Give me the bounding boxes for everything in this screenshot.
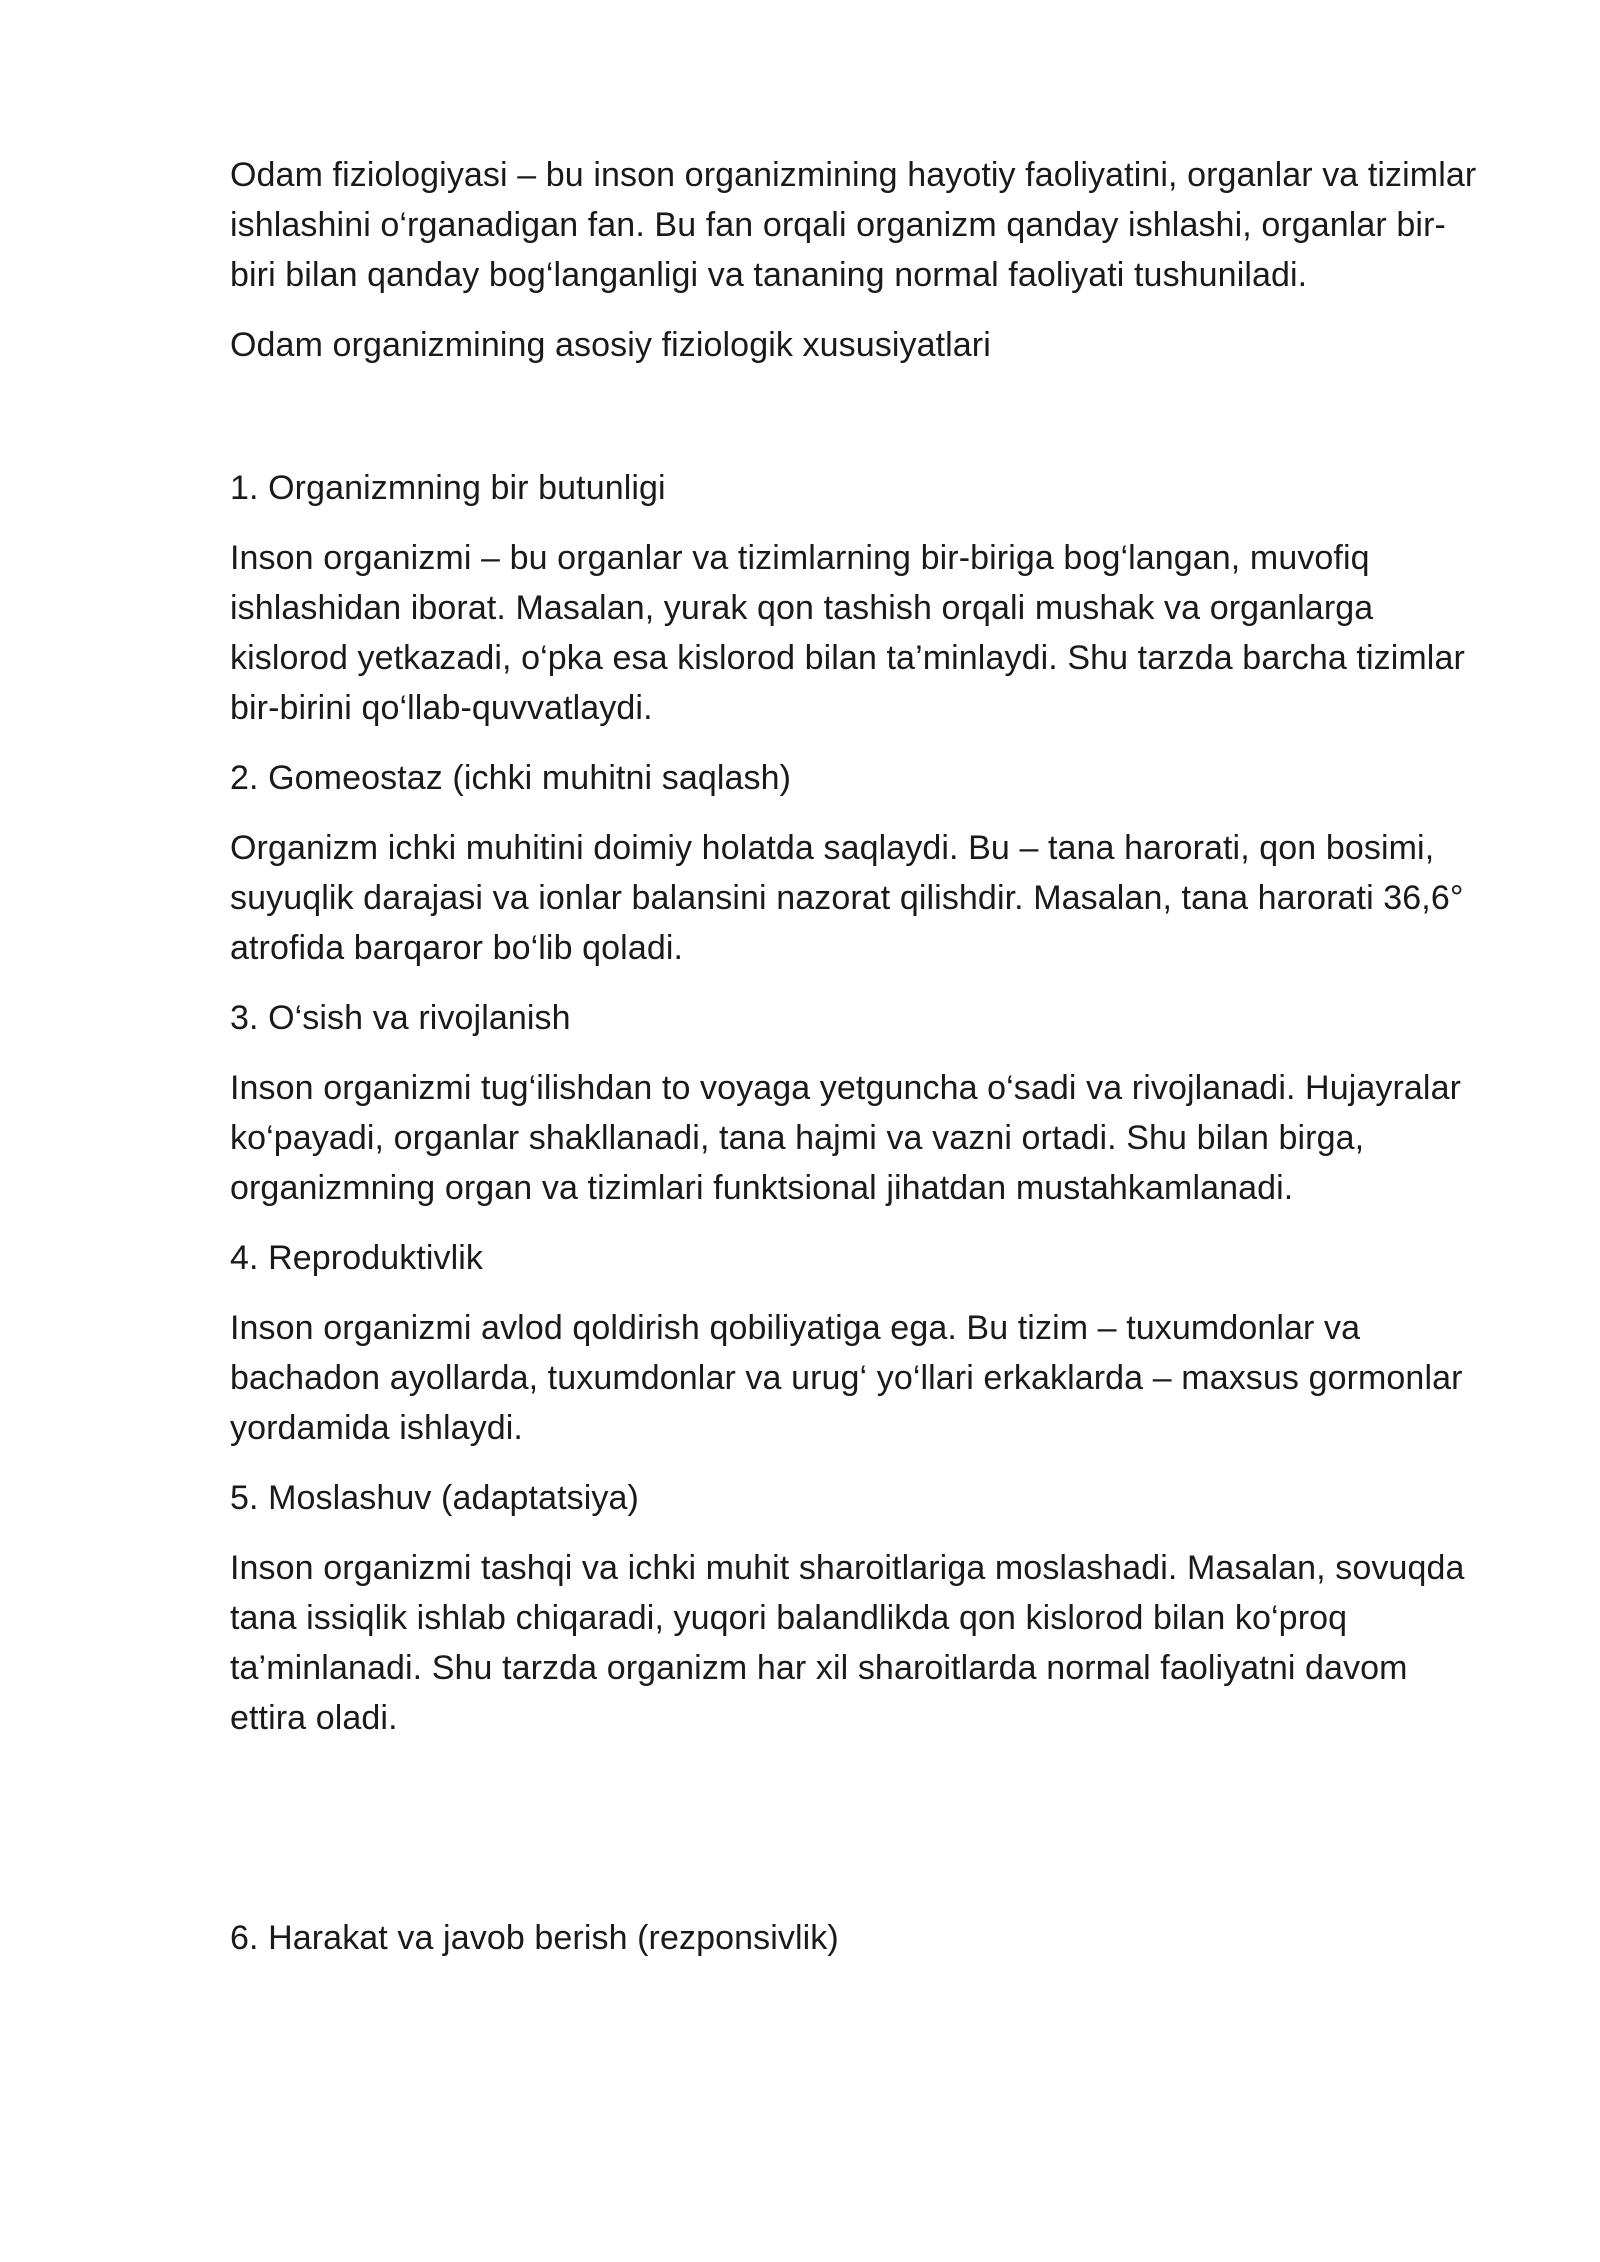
section-body: Inson organizmi tashqi va ichki muhit sharoitlariga moslashadi. Masalan, sovuqda tana issiqlik ishlab chiqaradi, yuqori balandlikda qon kislorod bilan ko‘proq ta’minlanadi. Shu tarzda organizm har xil sharoitlarda normal faoliyatni davom ettira oladi.: [230, 1549, 1465, 1737]
intro-paragraph: Odam fiziologiyasi – bu inson organizmining hayotiy faoliyatini, organlar va tizimlar ishlashini o‘rganadigan fan. Bu fan orqali organizm qanday ishlashi, organlar bir-biri bilan qanday bog‘langanligi va tananing normal faoliyati tushuniladi.: [230, 156, 1477, 294]
document-heading: Odam organizmining asosiy fiziologik xususiyatlari: [230, 326, 991, 364]
section-title: 4. Reproduktivlik: [230, 1239, 484, 1277]
section-title: 1. Organizmning bir butunligi: [230, 469, 666, 507]
section-body: Inson organizmi avlod qoldirish qobiliyatiga ega. Bu tizim – tuxumdonlar va bachadon ayollarda, tuxumdonlar va urug‘ yo‘llari erkaklarda – maxsus gormonlar yordamida ishlaydi.: [230, 1309, 1463, 1447]
section-body: Organizm ichki muhitini doimiy holatda saqlaydi. Bu – tana harorati, qon bosimi, suyuqlik darajasi va ionlar balansini nazorat qilishdir. Masalan, tana harorati 36,6° atrofida barqaror bo‘lib qoladi.: [230, 829, 1464, 967]
section-title: 3. O‘sish va rivojlanish: [230, 999, 571, 1037]
document-page: [230, 150, 1490, 1963]
section-title: 2. Gomeostaz (ichki muhitni saqlash): [230, 759, 792, 797]
section-body: Inson organizmi tug‘ilishdan to voyaga yetguncha o‘sadi va rivojlanadi. Hujayralar ko‘payadi, organlar shakllanadi, tana hajmi va vazni ortadi. Shu bilan birga, organizmning organ va tizimlari funktsional jihatdan mustahkamlanadi.: [230, 1069, 1462, 1207]
section-title: 5. Moslashuv (adaptatsiya): [230, 1479, 639, 1517]
section-body: Inson organizmi – bu organlar va tizimlarning bir-biriga bog‘langan, muvofiq ishlashidan iborat. Masalan, yurak qon tashish orqali mushak va organlarga kislorod yetkazadi, o‘pka esa kislorod bilan ta’minlaydi. Shu tarzda barcha tizimlar bir-birini qo‘llab-quvvatlaydi.: [230, 539, 1465, 727]
section-title: 6. Harakat va javob berish (rezponsivlik): [230, 1919, 839, 1957]
